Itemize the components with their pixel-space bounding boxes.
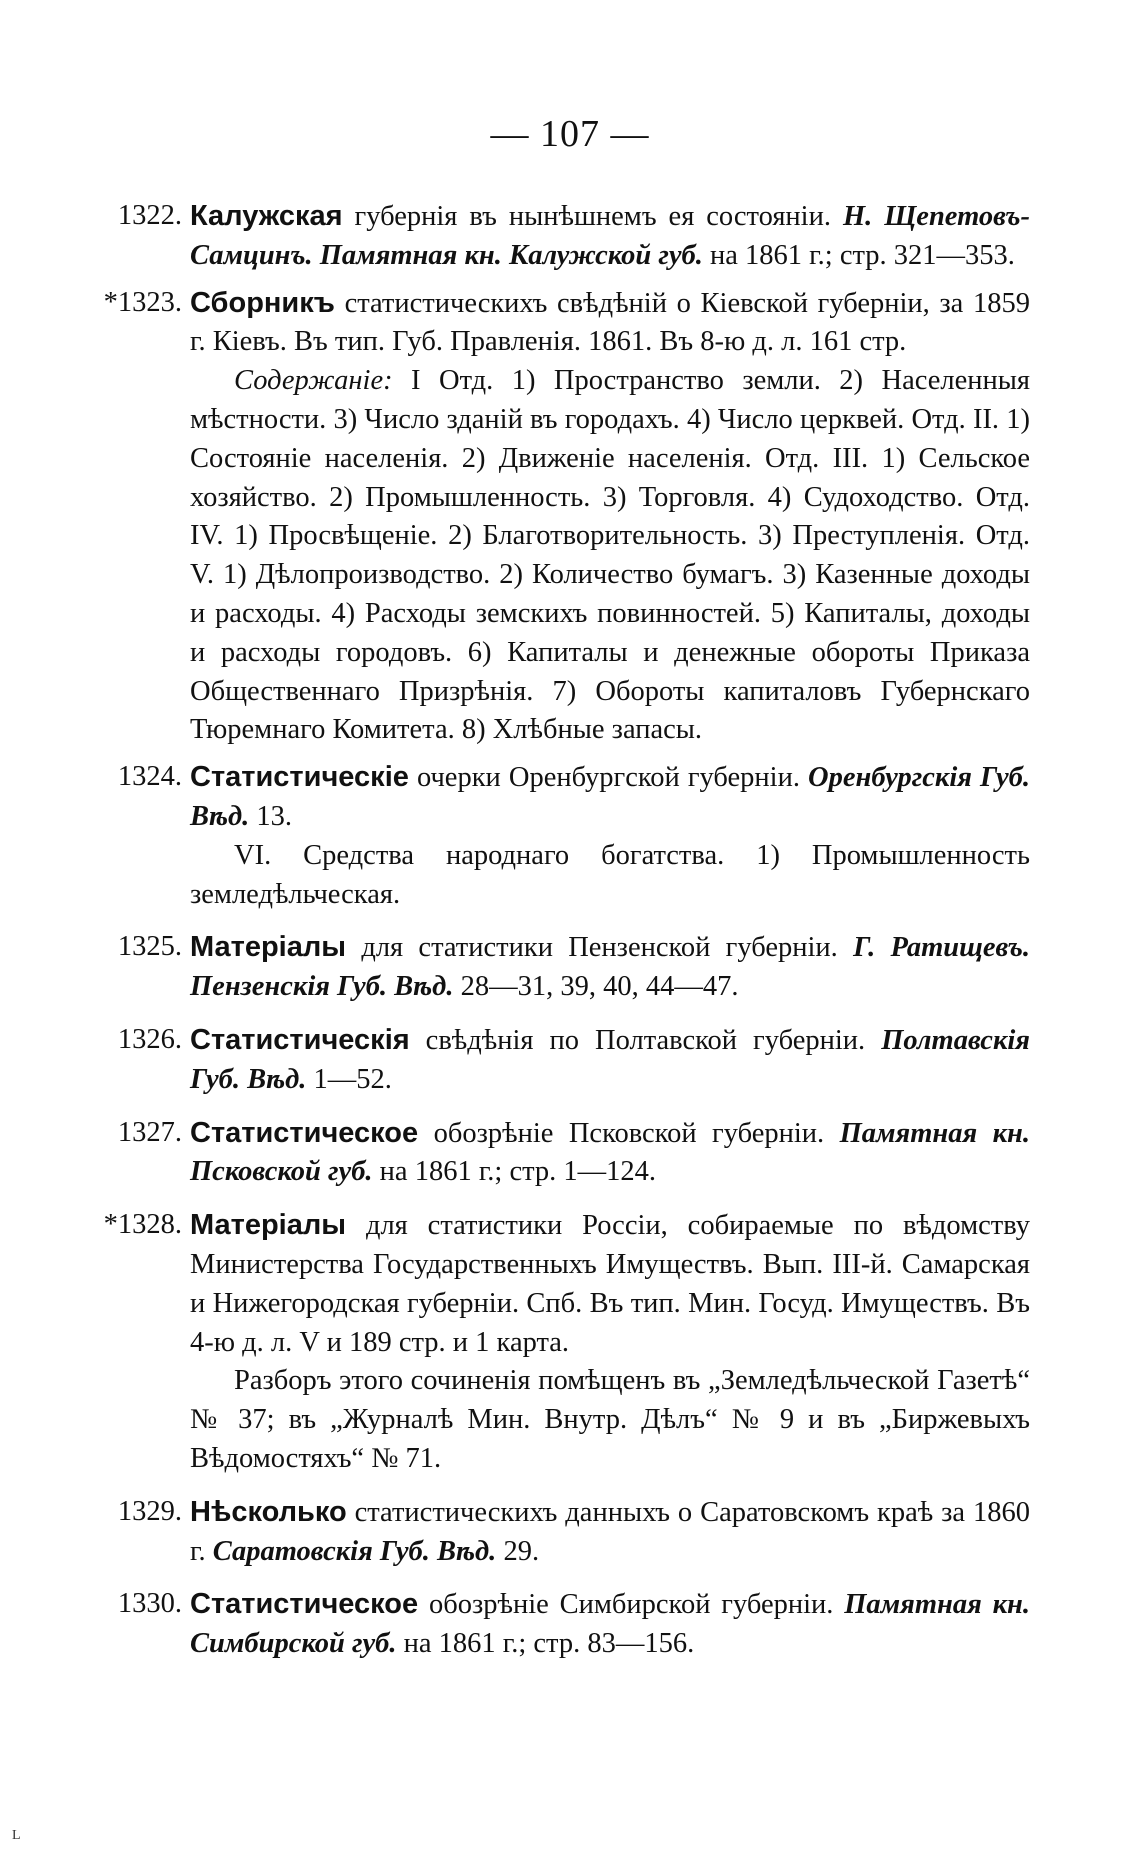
entry-text: статистическихъ данныхъ о Саратовскомъ краѣ за 1860 г. [190, 1496, 1030, 1567]
entry-1324 [70, 758, 1030, 914]
entry-note: Разборъ этого сочиненія помѣщенъ въ „Земледѣльческой Газетѣ“ № 37; въ „Журналѣ Мин. Внутр. Дѣлъ“ № 9 и въ „Биржевыхъ Вѣдомостяхъ“ № 71. [190, 1365, 1030, 1474]
entry-1323 [70, 284, 1030, 751]
entry-1329 [70, 1493, 1030, 1572]
bibliography-entries [70, 197, 1030, 1670]
entry-heading: Калужская [190, 200, 343, 232]
entry-source: Г. Ратищевъ. Пензенскія Губ. Вѣд. [190, 932, 1030, 1003]
entry-number: 1326. [117, 1023, 182, 1055]
entry-heading: Сборникъ [190, 286, 335, 319]
entry-1327 [70, 1114, 1030, 1193]
entry-source: Памятная кн. Симбирской губ. [190, 1589, 1030, 1660]
entry-heading: Матеріалы [190, 931, 347, 964]
entry-rest: на 1861 г.; стр. 321—353. [702, 239, 1015, 271]
entry-text: губернія въ нынѣшнемъ ея состояніи. [342, 201, 843, 232]
entry-1328 [70, 1206, 1030, 1479]
entry-source: Оренбургскія Губ. Вѣд. [190, 762, 1030, 832]
entry-number: *1328. [103, 1209, 182, 1241]
bottom-margin-mark: L [12, 1828, 21, 1843]
entry-text: для статистики Пензенской губерніи. [346, 932, 854, 964]
entry-1326 [70, 1021, 1030, 1100]
entry-heading: Статистическіе [190, 761, 409, 794]
entry-number: *1323. [103, 286, 182, 318]
entry-heading: Матеріалы [190, 1209, 347, 1242]
page-number: — 107 — [490, 113, 650, 155]
entry-heading: Статистическія [190, 1023, 410, 1056]
entry-source: Полтавскія Губ. Вѣд. [190, 1024, 1030, 1095]
entry-1322 [70, 197, 1030, 276]
entry-number: 1324. [117, 761, 182, 793]
entry-1325 [70, 928, 1030, 1007]
entry-text: обозрѣніе Псковской губерніи. [418, 1117, 840, 1149]
entry-number: 1327. [117, 1116, 182, 1148]
entry-note: VI. Средства народнаго богатства. 1) Промышленность земледѣльческая. [190, 839, 1030, 910]
entry-rest: 28—31, 39, 40, 44—47. [453, 971, 739, 1003]
entry-rest: 29. [496, 1535, 540, 1567]
entry-source: Саратовскія Губ. Вѣд. [212, 1535, 497, 1567]
entry-number: 1330. [117, 1588, 182, 1620]
entry-text: очерки Оренбургской губерніи. [408, 762, 809, 794]
entry-rest: на 1861 г.; стр. 1—124. [372, 1156, 657, 1188]
entry-text: статистическихъ свѣдѣній о Кіевской губерніи, за 1859 г. Кіевъ. Въ тип. Губ. Правленія. 1861. Въ 8-ю д. л. 161 стр. [190, 287, 1030, 358]
entry-rest: 1—52. [306, 1063, 392, 1095]
entry-heading: Статистическое [190, 1588, 419, 1621]
entry-source: Памятная кн. Псковской губ. [190, 1117, 1030, 1188]
entry-author: Н. Щепетовъ-Самцинъ. Памятная кн. Калужской губ. [190, 201, 1030, 271]
contents-text: I Отд. 1) Пространство земли. 2) Населенныя мѣстности. 3) Число зданій въ городахъ. 4) Число церквей. Отд. II. 1) Состояніе населенія. 2) Движеніе населенія. Отд. III. 1) Сельское хозяйство. 2) Промышленность. 3) Торговля. 4) Судоходство. Отд. IV. 1) Просвѣщеніе. 2) Благотворительность. 3) Преступленія. Отд. V. 1) Дѣлопроизводство. 2) Количество бумагъ. 3) Казенные доходы и расходы. 4) Расходы земскихъ повинностей. 5) Капиталы, доходы и расходы городовъ. 6) Капиталы и денежные обороты Приказа Общественнаго Призрѣнія. 7) Обороты капиталовъ Губернскаго Тюремнаго Комитета. 8) Хлѣбные запасы. [190, 365, 1030, 746]
entry-text: свѣдѣнія по Полтавской губерніи. [409, 1024, 882, 1056]
entry-rest: на 1861 г.; стр. 83—156. [396, 1628, 695, 1660]
contents-label: Содержаніе: [234, 365, 393, 397]
entry-heading: Статистическое [190, 1116, 419, 1149]
entry-text: для статистики Россіи, собираемые по вѣдомству Министерства Государственныхъ Имуществъ. Вып. III-й. Самарская и Нижегородская губерніи. Спб. Въ тип. Мин. Госуд. Имуществъ. Въ 4-ю д. л. V и 189 стр. и 1 карта. [190, 1210, 1030, 1358]
entry-rest: 13. [249, 800, 293, 832]
entry-number: 1322. [117, 200, 182, 231]
entry-number: 1329. [117, 1495, 182, 1527]
entry-heading: Нѣсколько [190, 1495, 347, 1528]
entry-1330 [70, 1585, 1030, 1664]
entry-text: обозрѣніе Симбирской губерніи. [418, 1589, 845, 1621]
entry-number: 1325. [117, 931, 182, 963]
entry-contents-note [190, 362, 1030, 750]
